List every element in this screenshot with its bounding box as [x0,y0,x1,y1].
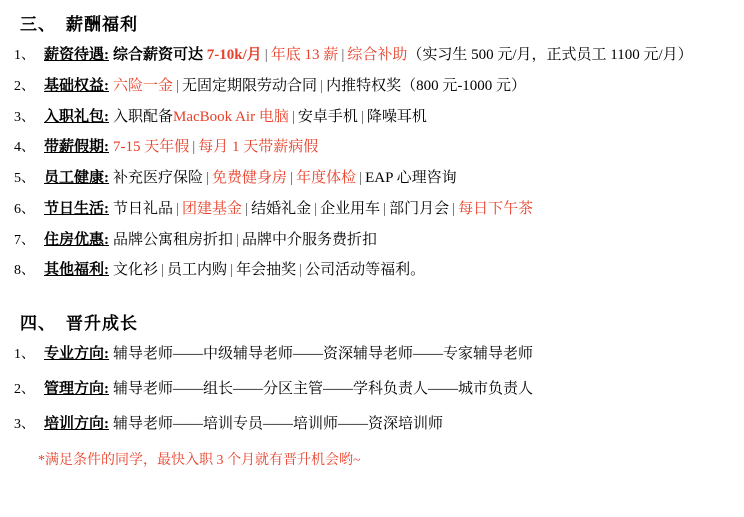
list-item [14,379,730,401]
item-index: 8、 [14,263,35,279]
item-index: 3、 [14,416,35,432]
separator: | [192,139,196,156]
text-fragment: 六险一金 [113,77,174,94]
separator: | [176,77,180,94]
separator: | [230,262,234,279]
list-item [14,414,730,436]
separator: | [299,262,303,279]
text-fragment: 品牌中介服务费折扣 [242,231,378,248]
separator: | [245,200,249,217]
item-label: 节日生活: [44,200,109,217]
separator: | [359,170,363,186]
item-body [113,137,730,159]
separator: | [206,170,210,186]
text-fragment: 降噪耳机 [366,108,427,125]
section-number: 三、 [20,15,56,34]
item-label: 住房优惠: [44,231,109,248]
list-item [14,199,730,221]
item-index: 1、 [14,347,35,362]
separator: | [360,108,364,125]
text-fragment: 7-10k/月 [206,47,262,63]
item-body [113,45,730,67]
separator: | [320,77,324,94]
item-label: 员工健康: [44,170,109,186]
text-fragment: 综合薪资可达 [113,47,207,63]
item-index: 6、 [14,201,35,217]
section-title: 晋升成长 [66,314,138,333]
separator: | [341,47,345,63]
list-item [14,168,730,190]
text-fragment: 部门月会 [389,200,450,217]
compensation-list [14,45,730,282]
item-body: 辅导老师——培训专员——培训师——资深培训师 [113,415,444,432]
section-number: 四、 [20,314,56,333]
item-label: 带薪假期: [44,139,109,156]
text-fragment: 综合补助 [347,47,408,63]
item-label: 专业方向: [44,346,109,362]
item-index: 7、 [14,232,35,248]
separator: | [236,231,240,248]
item-body: 辅导老师——中级辅导老师——资深辅导老师——专家辅导老师 [113,346,534,362]
text-fragment: 每月 1 天带薪病假 [198,139,319,156]
footnote: *满足条件的同学，最快入职 3 个月就有晋升机会哟~ [38,453,361,469]
item-index: 3、 [14,109,35,125]
item-body [113,199,730,221]
text-fragment: 年度体检 [296,170,357,186]
text-fragment: 公司活动等福利。 [305,262,426,279]
item-body: 辅导老师——组长——分区主管——学科负责人——城市负责人 [113,380,534,397]
item-body [113,107,730,129]
item-label: 其他福利: [44,262,109,279]
text-fragment: 补充医疗保险 [113,170,204,186]
section-heading-promotion [20,309,730,334]
item-body [113,76,730,98]
item-index: 4、 [14,140,35,156]
text-fragment: EAP 心理咨询 [365,170,457,186]
list-item [14,344,730,366]
text-fragment: MacBook Air 电脑 [173,108,289,125]
item-label: 管理方向: [44,380,109,397]
text-fragment: 企业用车 [320,200,381,217]
item-body [113,260,730,282]
item-index: 2、 [14,78,35,94]
text-fragment: 品牌公寓租房折扣 [113,231,234,248]
text-fragment: 内推特权奖（800 元-1000 元） [326,77,527,94]
text-fragment: 年底 13 薪 [270,47,339,63]
item-body [113,230,730,252]
separator: | [314,200,318,217]
separator: | [452,200,456,217]
item-label: 培训方向: [44,415,109,432]
list-item [14,137,730,159]
item-label: 薪资待遇: [44,47,109,63]
text-fragment: 免费健身房 [212,170,288,186]
text-fragment: 员工内购 [167,262,228,279]
section-heading-compensation [20,10,730,35]
text-fragment: 无固定期限劳动合同 [182,77,318,94]
item-label: 入职礼包: [44,108,109,125]
promotion-list [14,344,730,435]
item-index: 1、 [14,48,35,63]
item-index: 5、 [14,171,35,186]
item-label: 基础权益: [44,77,109,94]
text-fragment: （实习生 500 元/月，正式员工 1100 元/月） [407,47,693,63]
text-fragment: 结婚礼金 [251,200,312,217]
text-fragment: 入职配备 [113,108,174,125]
text-fragment: 年会抽奖 [236,262,297,279]
text-fragment: 团建基金 [182,200,243,217]
text-fragment: 每日下午茶 [458,200,534,217]
item-index: 2、 [14,381,35,397]
item-body [113,168,730,190]
text-fragment: 节日礼品 [113,200,174,217]
list-item [14,76,730,98]
text-fragment: 安卓手机 [297,108,358,125]
list-item [14,45,730,67]
separator: | [176,200,180,217]
text-fragment: 文化衫 [113,262,159,279]
list-item [14,107,730,129]
list-item [14,230,730,252]
separator: | [264,47,268,63]
section-spacer [14,291,730,305]
list-item [14,260,730,282]
text-fragment: 7-15 天年假 [113,139,190,156]
separator: | [290,170,294,186]
separator: | [161,262,165,279]
section-title: 薪酬福利 [66,15,138,34]
separator: | [291,108,295,125]
separator: | [383,200,387,217]
